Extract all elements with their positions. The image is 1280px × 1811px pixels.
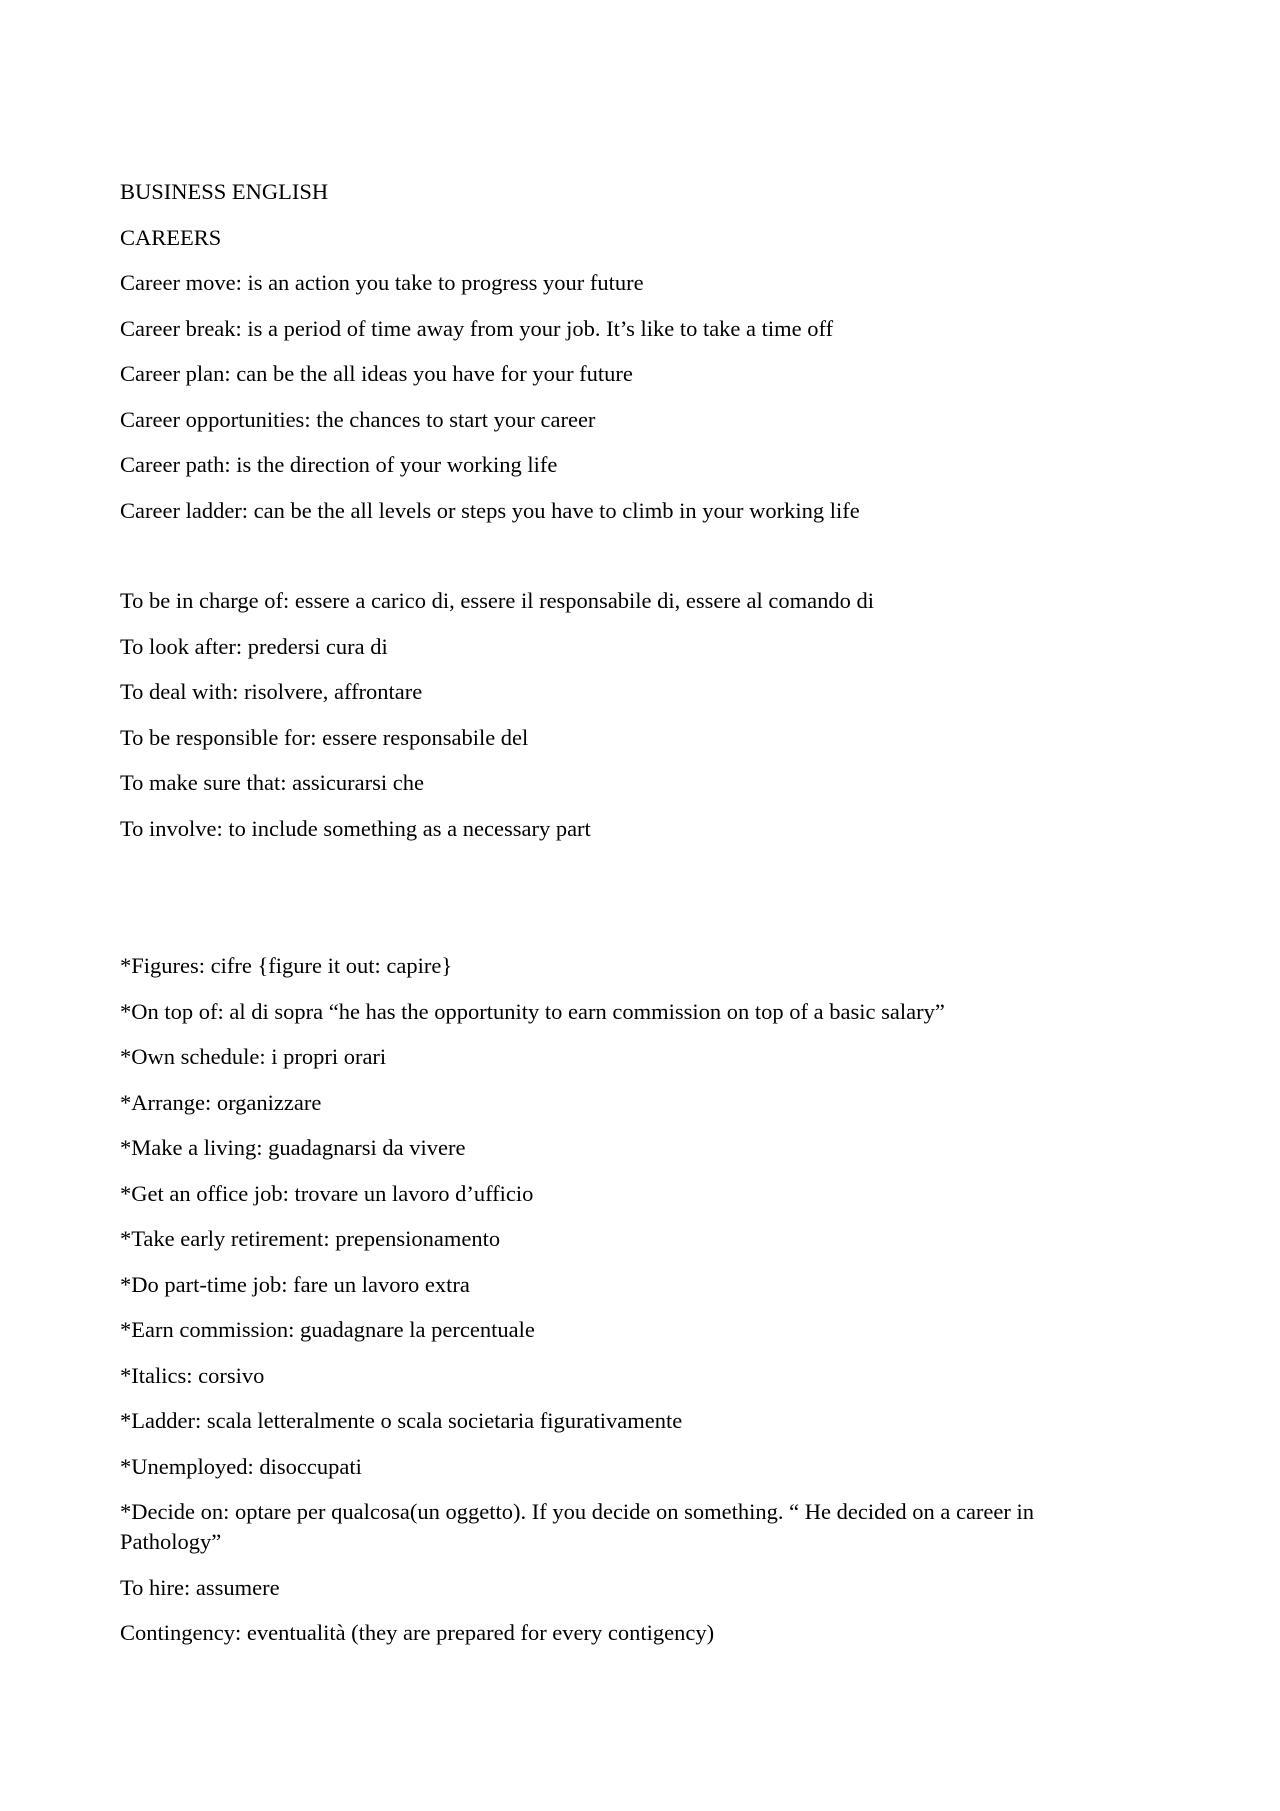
vocab-line: *Make a living: guadagnarsi da vivere <box>120 1135 466 1160</box>
vocab-line: *Unemployed: disoccupati <box>120 1453 362 1479</box>
phrase-line: To be responsible for: essere responsabile del <box>120 724 529 750</box>
vocab-line: To hire: assumere <box>120 1574 280 1600</box>
phrase-line: To involve: to include something as a necessary part <box>120 815 591 841</box>
career-term-line: Career break: is a period of time away from your job. It’s like to take a time off <box>120 315 834 341</box>
vocab-line: *Italics: corsivo <box>120 1362 265 1388</box>
phrase-line: To be in charge of: essere a carico di, essere il responsabile di, essere al comando di <box>120 588 874 613</box>
phrase-line: To deal with: risolvere, affrontare <box>120 679 423 704</box>
paragraph-spacer <box>120 859 1095 951</box>
career-term-line: Career opportunities: the chances to start your career <box>120 406 596 432</box>
vocab-line: *Arrange: organizzare <box>120 1089 322 1115</box>
vocab-line: *Do part-time job: fare un lavoro extra <box>120 1271 470 1297</box>
phrase-line: To make sure that: assicurarsi che <box>120 770 424 795</box>
vocab-line: *Ladder: scala letteralmente o scala societaria figurativamente <box>120 1408 683 1433</box>
vocab-line: *Get an office job: trovare un lavoro d’ufficio <box>120 1180 534 1206</box>
document-subtitle: CAREERS <box>120 224 222 250</box>
vocab-line: *Figures: cifre {figure it out: capire} <box>120 953 453 978</box>
vocab-line: *On top of: al di sopra “he has the opportunity to earn commission on top of a basic salary” <box>120 998 945 1024</box>
phrase-line: To look after: predersi cura di <box>120 633 388 659</box>
career-term-line: Career move: is an action you take to progress your future <box>120 270 644 295</box>
document-title: BUSINESS ENGLISH <box>120 179 329 204</box>
vocab-line: *Take early retirement: prepensionamento <box>120 1226 501 1251</box>
vocab-line: Contingency: eventualità (they are prepared for every contigency) <box>120 1620 715 1645</box>
paragraph-spacer <box>120 541 1095 586</box>
vocab-line: *Decide on: optare per qualcosa(un oggetto). If you decide on something. “ He decided on a career in Pathology” <box>120 1499 1035 1554</box>
vocab-line: *Own schedule: i propri orari <box>120 1044 387 1069</box>
vocab-line: *Earn commission: guadagnare la percentuale <box>120 1317 535 1342</box>
career-term-line: Career ladder: can be the all levels or steps you have to climb in your working life <box>120 497 860 523</box>
career-term-line: Career plan: can be the all ideas you have for your future <box>120 361 633 386</box>
document-body <box>120 177 1095 1664</box>
career-term-line: Career path: is the direction of your working life <box>120 452 558 477</box>
